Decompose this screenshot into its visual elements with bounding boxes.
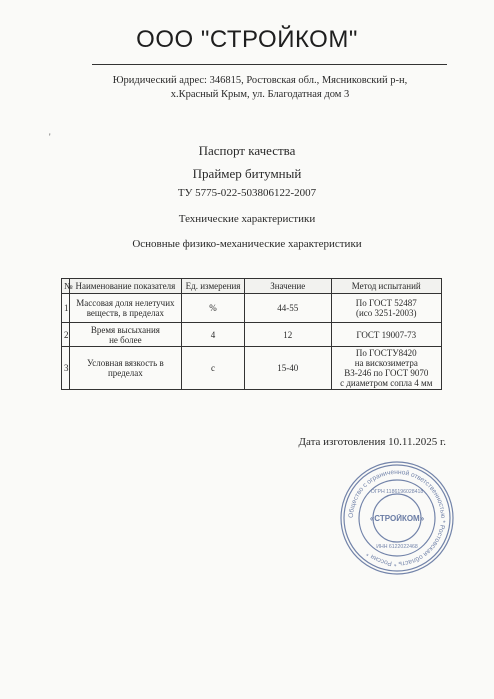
cell-value: 12: [244, 323, 331, 347]
technical-standard: ТУ 5775-022-503806122-2007: [177, 187, 317, 199]
cell-name-line: веществ, в пределах: [86, 308, 164, 318]
cell-method-line: По ГОСТУ8420: [355, 348, 417, 358]
table-row: [62, 323, 442, 347]
cell-value: 44-55: [244, 294, 331, 323]
cell-name-line: Условная вязкость в: [87, 358, 164, 368]
table-row: [62, 294, 442, 323]
header-divider: [92, 64, 447, 65]
specs-table: [61, 278, 442, 390]
cell-value: 15-40: [244, 347, 331, 390]
cell-method-line: на вискозиметра: [354, 358, 418, 368]
cell-unit: %: [182, 294, 245, 323]
cell-method-line: ВЗ-246 по ГОСТ 9070: [344, 368, 429, 378]
company-address: [60, 74, 460, 102]
header-unit: Ед. измерения: [182, 279, 245, 294]
header-value: Значение: [244, 279, 331, 294]
margin-mark: ': [49, 132, 51, 142]
cell-unit: с: [182, 347, 245, 390]
cell-method-line: По ГОСТ 52487: [355, 298, 417, 308]
cell-method: [331, 294, 441, 323]
cell-unit: 4: [182, 323, 245, 347]
cell-no: 3: [62, 347, 70, 390]
cell-method: [331, 323, 441, 347]
cell-name-line: Массовая доля нелетучих: [76, 298, 175, 308]
address-line-2: х.Красный Крым, ул. Благодатная дом 3: [170, 89, 350, 100]
subsection-heading: Основные физико-механические характеристики: [132, 238, 362, 250]
section-heading: Технические характеристики: [178, 213, 316, 225]
cell-no: 2: [62, 323, 70, 347]
cell-method-line: ГОСТ 19007-73: [356, 329, 417, 340]
cell-method-line: с диаметром сопла 4 мм: [340, 378, 433, 388]
company-seal: [338, 459, 456, 577]
seal-ogrn: ОГРН 1186196028418: [370, 489, 424, 495]
seal-outer-text-path: Общество с ограниченной ответственностью * Ростовская область * Россия *: [347, 468, 447, 568]
header-name: Наименование показателя: [69, 279, 182, 294]
cell-method-line: (исо 3251-2003): [355, 308, 417, 318]
company-name: ООО "СТРОЙКОМ": [136, 26, 358, 53]
cell-name-line: не более: [109, 334, 142, 345]
cell-no: 1: [62, 294, 70, 323]
manufacture-date: Дата изготовления 10.11.2025 г.: [298, 436, 446, 448]
table-header-row: [62, 279, 442, 294]
cell-method: [331, 347, 441, 390]
cell-name: [69, 323, 182, 347]
cell-name-line: пределах: [107, 368, 143, 378]
product-name: Праймер битумный: [192, 166, 302, 181]
cell-name: [69, 347, 182, 390]
header-no: №: [62, 279, 70, 294]
address-line-1: Юридический адрес: 346815, Ростовская обл., Мясниковский р-н,: [112, 75, 408, 86]
cell-name-line: Время высыхания: [90, 324, 160, 335]
document-title: Паспорт качества: [198, 143, 296, 158]
cell-name: [69, 294, 182, 323]
seal-inn: ИНН 6122022468: [376, 544, 418, 550]
header-method: Метод испытаний: [331, 279, 441, 294]
seal-center-name: «СТРОЙКОМ»: [369, 514, 425, 523]
table-row: [62, 347, 442, 390]
